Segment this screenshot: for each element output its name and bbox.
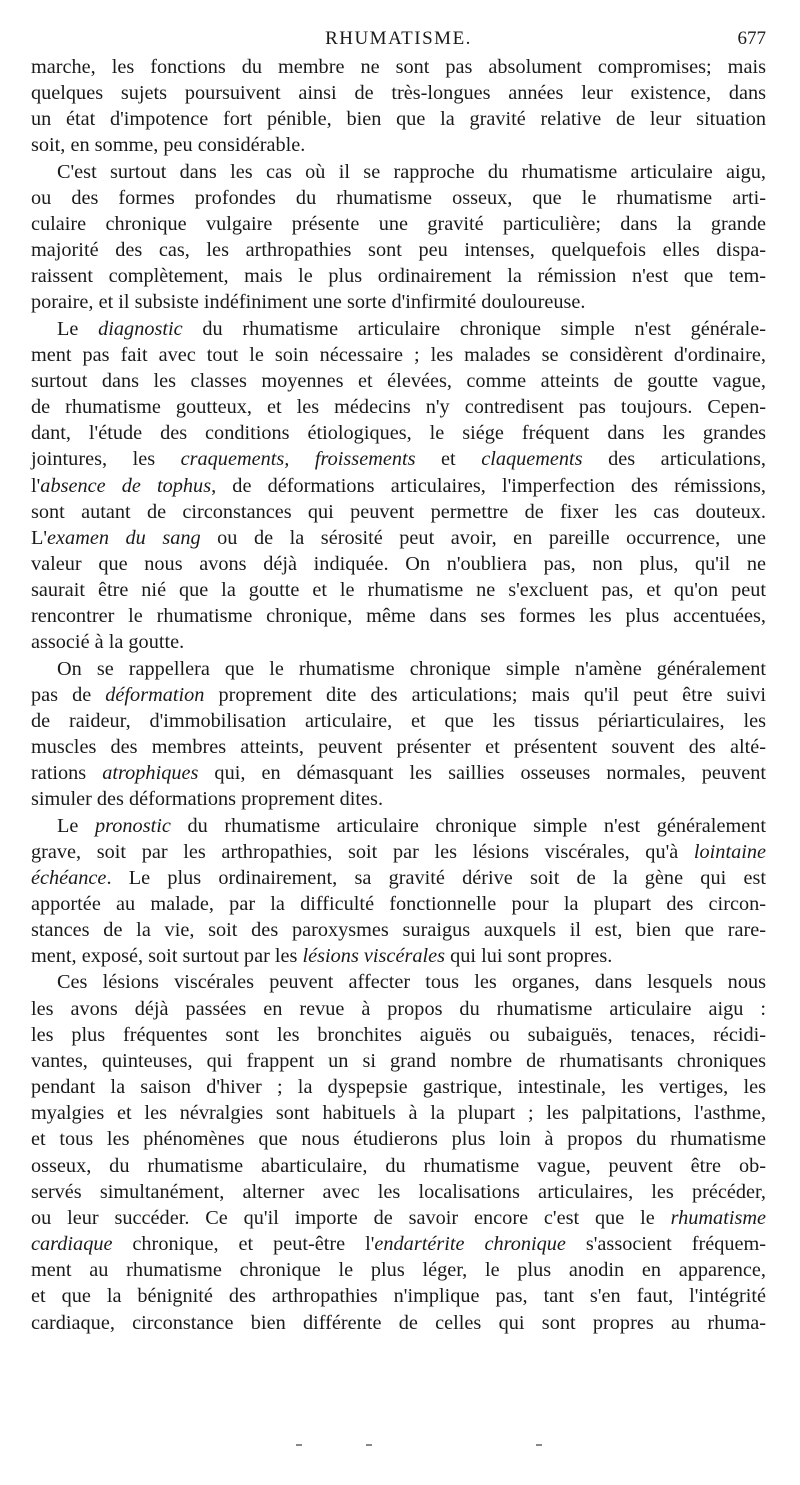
text-run: surtout dans les classes moyennes et élevées, comme atteints de goutte vague, <box>31 369 766 392</box>
text-run: jointures, les <box>31 448 181 471</box>
text-line <box>31 1257 766 1283</box>
text-line <box>31 551 766 577</box>
text-run: saurait être nié que la goutte et le rhumatisme ne s'excluent pas, et qu'on peut <box>31 579 766 602</box>
text-line <box>31 813 766 839</box>
paragraph <box>31 813 766 970</box>
text-line <box>31 969 766 995</box>
text-run: ou de la sérosité peut avoir, en pareille occurrence, une <box>200 526 766 549</box>
text-line <box>31 1283 766 1309</box>
page-number: 677 <box>737 28 766 49</box>
text-run: du rhumatisme articulaire chronique simple n'est générale- <box>182 317 766 340</box>
text-line <box>31 368 766 394</box>
running-title: RHUMATISME. <box>325 28 472 49</box>
text-run: servés simultanément, alterner avec les localisations articulaires, les précéder, <box>31 1180 766 1203</box>
text-line <box>31 1100 766 1126</box>
text-line <box>31 1048 766 1074</box>
text-line <box>31 237 766 263</box>
text-line <box>31 499 766 525</box>
text-run: de rhumatisme goutteux, et les médecins n'y contredisent pas toujours. Cepen- <box>31 396 766 419</box>
text-line <box>31 917 766 943</box>
text-run: rations <box>31 762 103 785</box>
text-run: quelques sujets poursuivent ainsi de très-longues années leur existence, dans <box>31 82 766 105</box>
text-line <box>31 263 766 289</box>
book-page <box>31 28 766 1336</box>
text-run: culaire chronique vulgaire présente une gravité particulière; dans la grande <box>31 212 766 235</box>
text-line <box>31 525 766 551</box>
text-line <box>31 734 766 760</box>
text-run: dant, l'étude des conditions étiologiques, le siége fréquent dans les grandes <box>31 422 766 445</box>
text-run: les plus fréquentes sont les bronchites aiguës ou subaiguës, tenaces, récidi- <box>31 1023 766 1046</box>
text-line <box>31 211 766 237</box>
text-run: proprement dite des articulations; mais qu'il peut être suivi <box>204 683 766 706</box>
text-run: myalgies et les névralgies sont habituels à la plupart ; les palpitations, l'asthme, <box>31 1102 766 1125</box>
text-line <box>31 106 766 132</box>
text-run: pendant la saison d'hiver ; la dyspepsie gastrique, intestinale, les vertiges, les <box>31 1076 766 1099</box>
text-run: stances de la vie, soit des paroxysmes suraigus auxquels il est, bien que rare- <box>31 919 766 942</box>
text-line <box>31 760 766 786</box>
text-line <box>31 159 766 185</box>
running-header <box>31 28 766 54</box>
text-run: les avons déjà passées en revue à propos du rhumatisme articulaire aigu : <box>31 997 766 1020</box>
text-run: et que la bénignité des arthropathies n'implique pas, tant s'en faut, l'intégrité <box>31 1285 766 1308</box>
text-run: Le <box>57 317 99 340</box>
text-run: Le <box>57 814 95 837</box>
text-run: un état d'impotence fort pénible, bien que la gravité relative de leur situation <box>31 108 766 131</box>
text-line <box>31 891 766 917</box>
text-run: et <box>415 448 482 471</box>
emphasis-text: examen du sang <box>47 526 201 549</box>
text-run: L' <box>31 526 48 549</box>
text-run: muscles des membres atteints, peuvent présenter et présentent souvent des alté- <box>31 736 766 759</box>
text-line <box>31 54 766 80</box>
text-line <box>31 316 766 342</box>
emphasis-text: claquements <box>481 448 583 471</box>
text-line <box>31 1231 766 1257</box>
paragraph <box>31 969 766 1335</box>
text-run: C'est surtout dans les cas où il se rapproche du rhumatisme articulaire aigu, <box>57 160 766 183</box>
text-line <box>31 342 766 368</box>
emphasis-text: déformation <box>105 683 205 706</box>
text-line <box>31 996 766 1022</box>
text-run: Ces lésions viscérales peuvent affecter tous les organes, dans lesquels nous <box>57 971 766 994</box>
text-run: l' <box>31 474 41 497</box>
emphasis-text: diagnostic <box>98 317 183 340</box>
text-run: ment pas fait avec tout le soin nécessaire ; les malades se considèrent d'ordinaire, <box>31 343 766 366</box>
text-run: vantes, quinteuses, qui frappent un si grand nombre de rhumatisants chroniques <box>31 1049 766 1072</box>
text-run: chronique, et peut-être l' <box>112 1233 375 1256</box>
text-run: qui, en démasquant les saillies osseuses normales, peuvent <box>198 762 766 785</box>
text-run: s'associent fréquem- <box>565 1233 767 1256</box>
footer-marks <box>290 1444 550 1450</box>
emphasis-text: échéance <box>31 866 107 889</box>
text-line <box>31 394 766 420</box>
text-line <box>31 577 766 603</box>
text-run: poraire, et il subsiste indéfiniment une sorte d'infirmité douloureuse. <box>31 291 586 314</box>
text-run: et tous les phénomènes que nous étudierons plus loin à propos du rhumatisme <box>31 1128 766 1151</box>
emphasis-text: atrophiques <box>102 762 199 785</box>
text-line <box>31 132 766 158</box>
text-run: simuler des déformations proprement dites. <box>31 788 384 811</box>
text-line <box>31 1022 766 1048</box>
text-run: rencontrer le rhumatisme chronique, même dans ses formes les plus accentuées, <box>31 605 766 628</box>
text-run: associé à la goutte. <box>31 631 185 654</box>
text-run: , de déformations articulaires, l'imperfection des rémissions, <box>211 474 766 497</box>
text-line <box>31 682 766 708</box>
emphasis-text: craquements, froissements <box>180 448 416 471</box>
text-line <box>31 1179 766 1205</box>
paragraph <box>31 159 766 316</box>
text-run: pas de <box>31 683 106 706</box>
text-line <box>31 1153 766 1179</box>
text-run: ment, exposé, soit surtout par les <box>31 945 303 968</box>
text-run: ment au rhumatisme chronique le plus léger, le plus anodin en apparence, <box>31 1259 766 1282</box>
text-run: sont autant de circonstances qui peuvent permettre de fixer les cas douteux. <box>31 500 766 523</box>
text-run: de raideur, d'immobilisation articulaire, et que les tissus périarticulaires, les <box>31 709 766 732</box>
emphasis-text: endartérite chronique <box>374 1233 566 1256</box>
text-line <box>31 185 766 211</box>
text-run: osseux, du rhumatisme abarticulaire, du rhumatisme vague, peuvent être ob- <box>31 1154 766 1177</box>
text-line <box>31 656 766 682</box>
text-run: grave, soit par les arthropathies, soit par les lésions viscérales, qu'à <box>31 840 694 863</box>
text-run: ou des formes profondes du rhumatisme osseux, que le rhumatisme arti- <box>31 186 766 209</box>
text-run: marche, les fonctions du membre ne sont pas absolument compromises; mais <box>31 56 766 78</box>
text-line <box>31 289 766 315</box>
text-line <box>31 473 766 499</box>
text-run: raissent complètement, mais le plus ordinairement la rémission n'est que tem- <box>31 265 766 288</box>
text-run: . Le plus ordinairement, sa gravité dérive soit de la gène qui est <box>106 866 766 889</box>
paragraph <box>31 316 766 656</box>
text-run: cardiaque, circonstance bien différente de celles qui sont propres au rhuma- <box>31 1311 766 1334</box>
text-line <box>31 943 766 969</box>
text-run: soit, en somme, peu considérable. <box>31 134 306 157</box>
emphasis-text: rhumatisme <box>670 1206 766 1229</box>
body-text <box>31 54 766 1336</box>
text-run: apportée au malade, par la difficulté fonctionnelle pour la plupart des circon- <box>31 893 766 915</box>
text-run: valeur que nous avons déjà indiquée. On n'oubliera pas, non plus, qu'il ne <box>31 552 766 575</box>
paragraph <box>31 54 766 159</box>
text-line <box>31 865 766 891</box>
text-line <box>31 1205 766 1231</box>
text-line <box>31 80 766 106</box>
text-line <box>31 839 766 865</box>
emphasis-text: lointaine <box>693 840 766 863</box>
text-run: des articulations, <box>582 448 766 471</box>
emphasis-text: pronostic <box>95 814 171 837</box>
text-run: qui lui sont propres. <box>445 945 613 968</box>
text-line <box>31 1310 766 1336</box>
emphasis-text: absence de tophus <box>40 474 212 497</box>
text-line <box>31 603 766 629</box>
text-line <box>31 708 766 734</box>
text-line <box>31 420 766 446</box>
text-run: On se rappellera que le rhumatisme chronique simple n'amène généralement <box>57 657 766 680</box>
text-line <box>31 446 766 472</box>
text-line <box>31 1074 766 1100</box>
emphasis-text: cardiaque <box>31 1233 113 1256</box>
text-line <box>31 1126 766 1152</box>
paragraph <box>31 656 766 813</box>
text-line <box>31 786 766 812</box>
text-run: du rhumatisme articulaire chronique simple n'est généralement <box>170 814 767 837</box>
text-line <box>31 629 766 655</box>
emphasis-text: lésions viscérales <box>302 945 446 968</box>
text-run: majorité des cas, les arthropathies sont peu intenses, quelquefois elles dispa- <box>31 239 766 262</box>
text-run: ou leur succéder. Ce qu'il importe de savoir encore c'est que le <box>31 1206 671 1229</box>
